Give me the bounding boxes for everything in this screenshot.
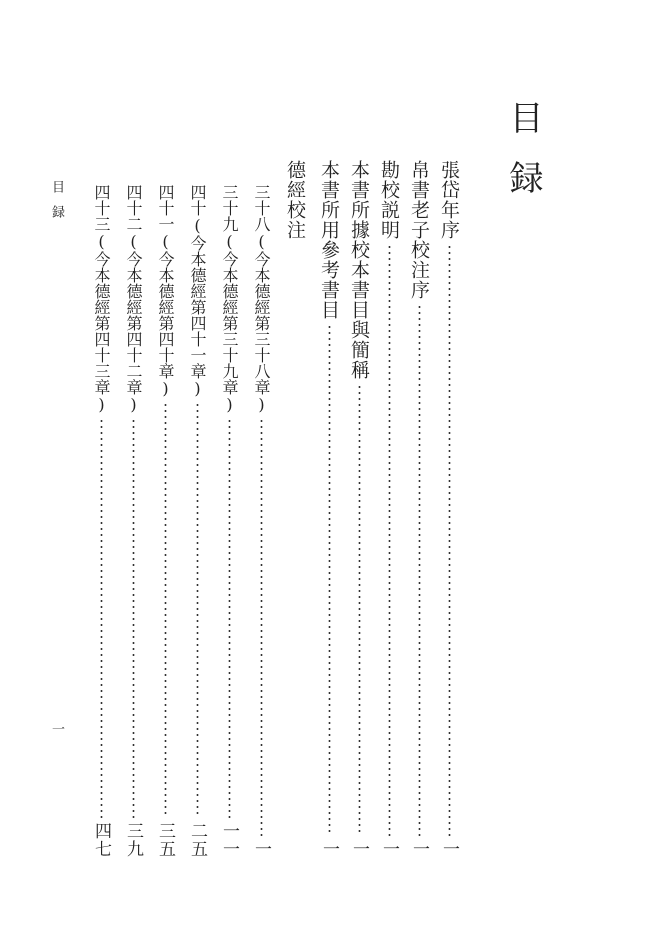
toc-entry-label: 三十九(今本德經第三十九章)	[220, 184, 239, 414]
toc-entry[interactable]	[184, 184, 210, 858]
dot-leader	[260, 418, 263, 836]
toc-entry-page: 三五	[155, 822, 175, 858]
toc-entry-label: 四十二(今本德經第四十二章)	[124, 184, 143, 414]
toc-entry[interactable]	[406, 160, 432, 858]
toc-entry-page: 三九	[123, 822, 143, 858]
toc-entry[interactable]	[376, 160, 402, 858]
toc-entry-label: 張岱年序	[438, 160, 460, 240]
toc-entry-label: 三十八(今本德經第三十八章)	[252, 184, 271, 414]
dot-leader	[132, 418, 135, 818]
toc-entry-label: 四十三(今本德經第四十三章)	[92, 184, 111, 414]
toc-section-heading[interactable]	[282, 160, 308, 280]
running-head: 目録	[49, 180, 64, 230]
toc-entry-page: 一一	[219, 822, 239, 858]
toc-entry-page: 一	[251, 840, 271, 858]
toc-entry-page: 一	[409, 840, 429, 858]
toc-entry-label: 德經校注	[284, 160, 306, 240]
toc-entry-page: 一	[379, 840, 399, 858]
toc-entry-page: 一	[319, 840, 339, 858]
toc-entry[interactable]	[346, 160, 372, 858]
dot-leader	[328, 324, 331, 836]
toc-entry-page: 一	[349, 840, 369, 858]
toc-entry-page: 二五	[187, 822, 207, 858]
folio-page-number: 一	[49, 722, 64, 735]
dot-leader	[196, 402, 199, 818]
toc-entry-label: 本書所用參考書目	[318, 160, 340, 320]
toc-entry[interactable]	[248, 184, 274, 858]
toc-entry-label: 帛書老子校注序	[408, 160, 430, 300]
toc-entry[interactable]	[216, 184, 242, 858]
toc-entry-page: 一	[439, 840, 459, 858]
dot-leader	[448, 244, 451, 836]
dot-leader	[100, 418, 103, 818]
dot-leader	[358, 384, 361, 836]
toc-entry[interactable]	[88, 184, 114, 858]
page-title: 目録	[503, 100, 543, 220]
dot-leader	[164, 402, 167, 818]
toc-entry[interactable]	[436, 160, 462, 858]
toc-entry[interactable]	[120, 184, 146, 858]
dot-leader	[418, 304, 421, 836]
toc-entry[interactable]	[316, 160, 342, 858]
toc-entry-label: 四十(今本德經第四十一章)	[188, 184, 207, 398]
toc-entry-label: 四十一(今本德經第四十章)	[156, 184, 175, 398]
toc-entry-page: 四七	[91, 822, 111, 858]
toc-entry-label: 勘校説明	[378, 160, 400, 240]
dot-leader	[228, 418, 231, 818]
toc-entry-label: 本書所據校本書目與簡稱	[348, 160, 370, 380]
dot-leader	[388, 244, 391, 836]
toc-entry[interactable]	[152, 184, 178, 858]
